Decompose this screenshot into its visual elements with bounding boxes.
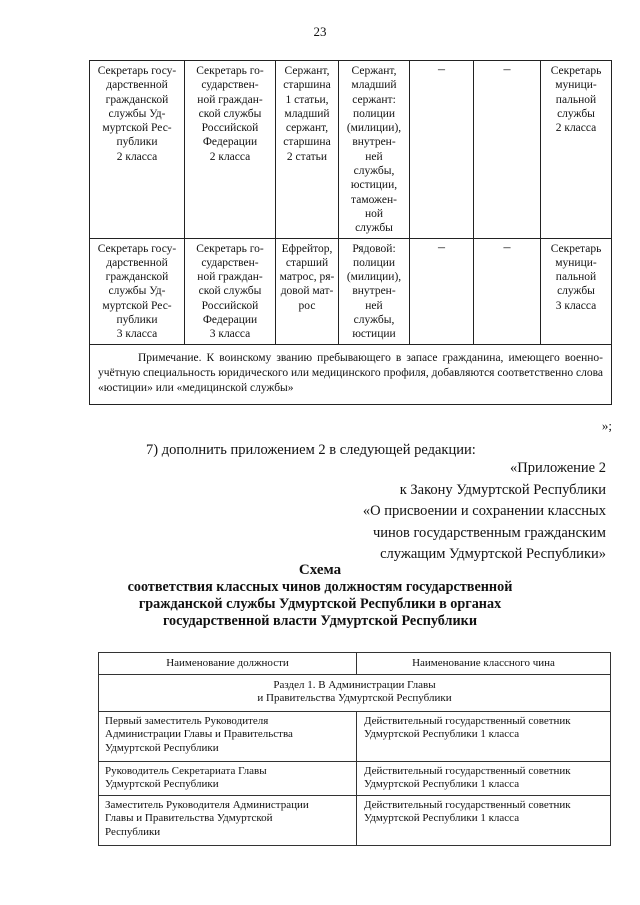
table-cell: Секретарь го- сударствен- ной граждан- ской службы Российской Федерации 2 класса <box>185 61 276 239</box>
table-row <box>99 795 611 845</box>
scheme-table <box>98 652 611 846</box>
table-cell: Рядовой: полиции (милиции), внутрен- ней службы, юстиции <box>339 238 410 344</box>
table-row <box>90 61 612 239</box>
table-row <box>99 711 611 761</box>
appendix-header-line: «О присвоении и сохранении классных <box>362 503 606 519</box>
column-header-position: Наименование должности <box>99 653 357 675</box>
amendment-paragraph: 7) дополнить приложением 2 в следующей редакции: <box>146 442 476 458</box>
table-cell: – <box>474 238 541 344</box>
closing-quote: »; <box>601 418 612 433</box>
table-cell: Секретарь муници- пальной службы 2 класса <box>541 61 612 239</box>
table-note <box>90 344 612 404</box>
appendix-header <box>146 458 606 566</box>
table-cell: – <box>410 61 474 239</box>
table-note-text: Примечание. К воинскому званию пребывающего в запасе гражданина, имеющего военно-учётную специальность юридического или медицинского профиля, добавляются соответственно слова «юстиции» или «медицинской службы» <box>98 351 603 394</box>
table-note-row <box>90 344 612 404</box>
rank-cell: Действительный государственный советник Удмуртской Республики 1 класса <box>357 711 611 761</box>
rank-cell: Действительный государственный советник Удмуртской Республики 1 класса <box>357 795 611 845</box>
section-heading: Раздел 1. В Администрации Главы и Правительства Удмуртской Республики <box>99 674 611 711</box>
appendix-header-line: чинов государственным гражданским <box>372 524 606 541</box>
position-cell: Руководитель Секретариата Главы Удмуртской Республики <box>99 761 357 795</box>
table-header-row <box>99 653 611 675</box>
table-cell: Сержант, старшина 1 статьи, младший сержант, старшина 2 статьи <box>276 61 339 239</box>
table-cell: Секретарь го- сударствен- ной граждан- ской службы Российской Федерации 3 класса <box>185 238 276 344</box>
column-header-rank: Наименование классного чина <box>357 653 611 675</box>
table-cell: – <box>474 61 541 239</box>
table-cell: Секретарь госу- дарственной гражданской службы Уд- муртской Рес- публики 3 класса <box>90 238 185 344</box>
rank-correspondence-table <box>89 60 612 405</box>
section-row <box>99 674 611 711</box>
appendix-header-line: «Приложение 2 <box>510 460 606 476</box>
table-row <box>99 761 611 795</box>
appendix-header-line: служащим Удмуртской Республики» <box>380 546 606 562</box>
scheme-subtitle-line: гражданской службы Удмуртской Республики в органах <box>138 596 502 613</box>
position-cell: Заместитель Руководителя Администрации Главы и Правительства Удмуртской Республики <box>99 795 357 845</box>
scheme-subtitle-line: соответствия классных чинов должностям государственной <box>127 579 513 595</box>
table-row <box>90 238 612 344</box>
scheme-subtitle-line: государственной власти Удмуртской Республики <box>162 613 478 630</box>
table-cell: Секретарь муници- пальной службы 3 класса <box>541 238 612 344</box>
table-cell: Секретарь госу- дарственной гражданской службы Уд- муртской Рес- публики 2 класса <box>90 61 185 239</box>
scheme-subtitle <box>0 579 640 631</box>
table-cell: Сержант, младший сержант: полиции (милиции), внутрен- ней службы, юстиции, таможен- ной службы <box>339 61 410 239</box>
page-number: 23 <box>313 24 327 39</box>
rank-cell: Действительный государственный советник Удмуртской Республики 1 класса <box>357 761 611 795</box>
appendix-header-line: к Закону Удмуртской Республики <box>399 481 606 498</box>
table-cell: Ефрейтор, старший матрос, ря- довой мат- рос <box>276 238 339 344</box>
position-cell: Первый заместитель Руководителя Администрации Главы и Правительства Удмуртской Республики <box>99 711 357 761</box>
scheme-title: Схема <box>298 562 342 578</box>
table-cell: – <box>410 238 474 344</box>
